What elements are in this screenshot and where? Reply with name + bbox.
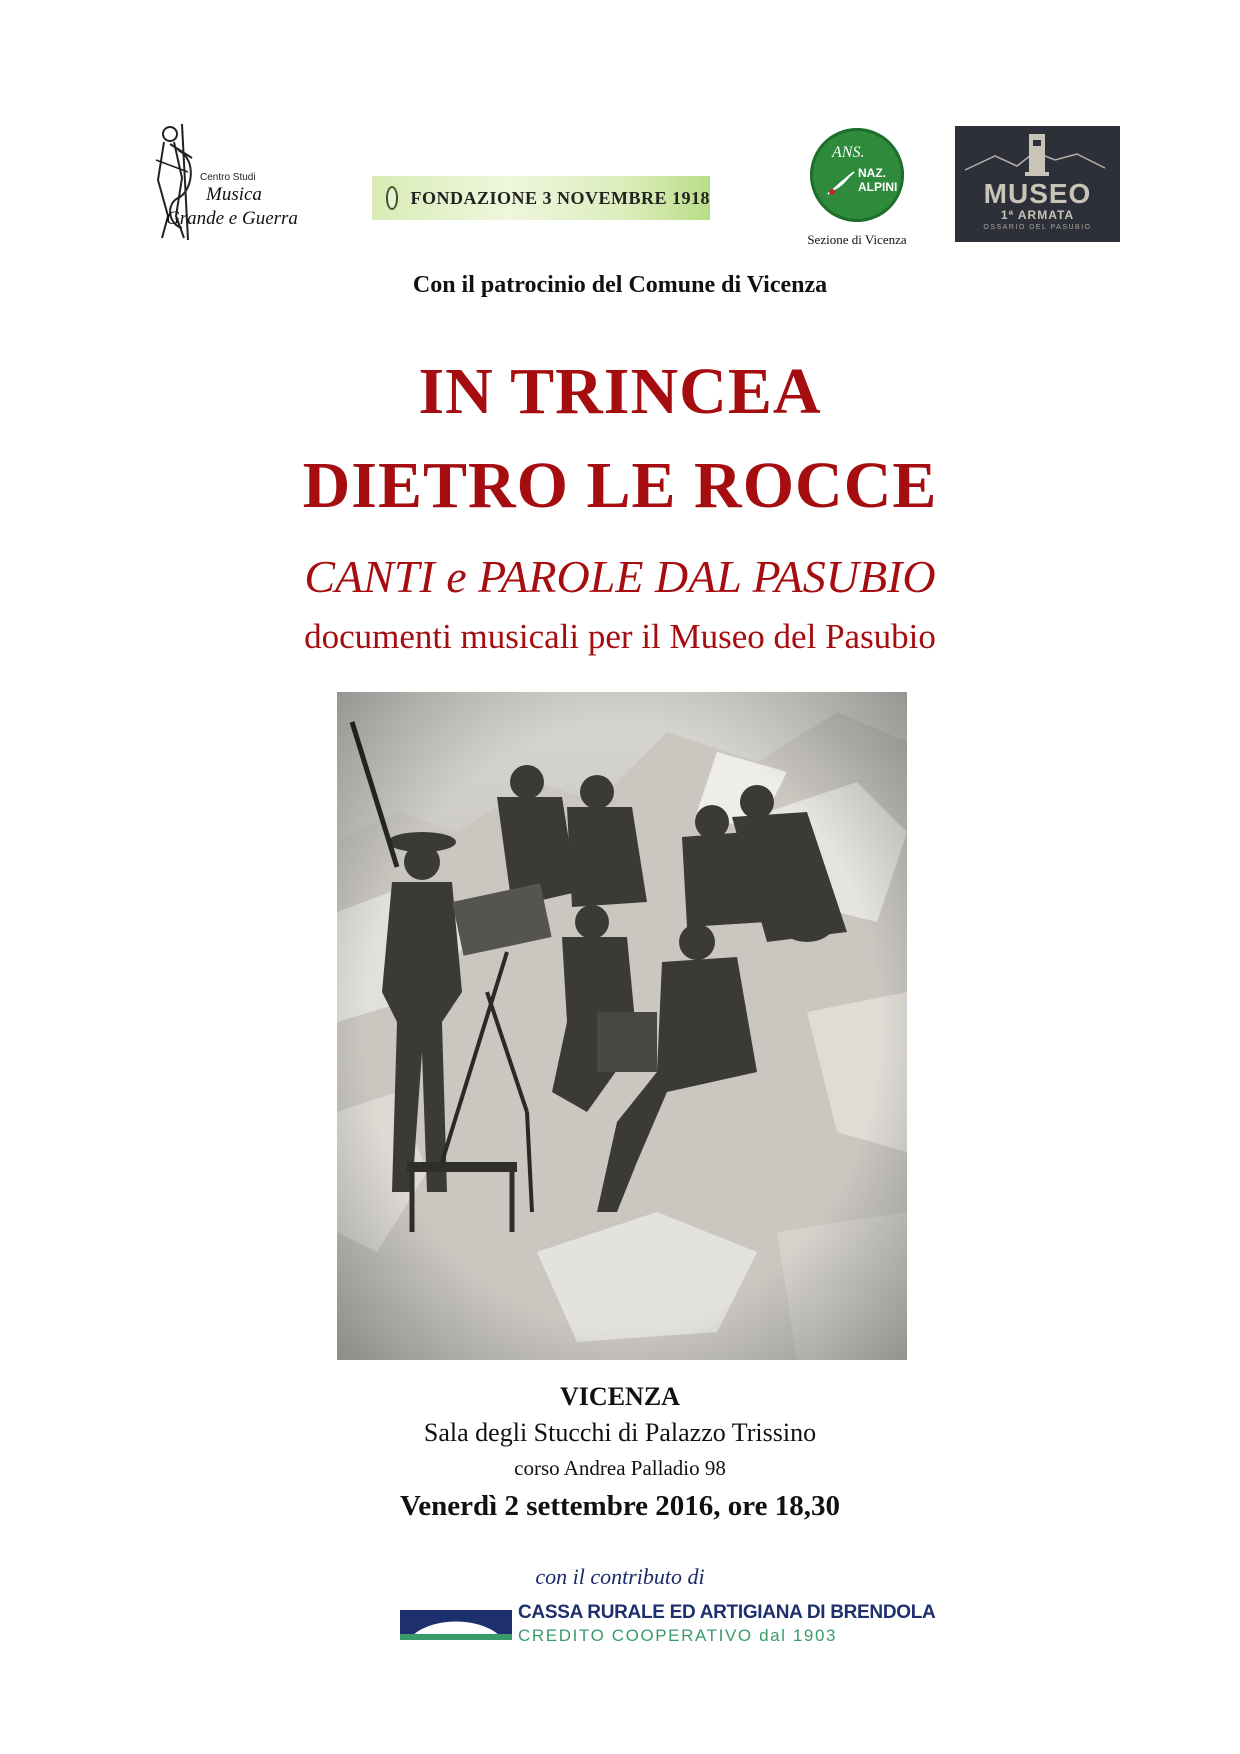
- museo-prima-armata-logo: [955, 126, 1120, 242]
- centro-studi-label: Centro Studi: [200, 172, 256, 183]
- ana-vicenza-logo: [786, 126, 926, 266]
- fondazione-label: FONDAZIONE 3 NOVEMBRE 1918: [410, 187, 710, 208]
- museo-label: MUSEO: [983, 178, 1092, 209]
- title-line-2: DIETRO LE ROCCE: [302, 449, 938, 522]
- ana-badge: [810, 128, 904, 222]
- sponsor-name: CASSA RURALE ED ARTIGIANA DI BRENDOLA: [518, 1602, 936, 1623]
- republic-seal-icon: [386, 186, 398, 210]
- subtitle-secondary: documenti musicali per il Museo del Pasubio: [304, 617, 936, 656]
- event-address: corso Andrea Palladio 98: [514, 1456, 726, 1480]
- ana-initials: ANS.: [832, 144, 865, 161]
- alpine-feather-icon: [826, 170, 856, 196]
- armata-label: 1ª ARMATA: [1000, 208, 1075, 222]
- subtitle: CANTI e PAROLE DAL PASUBIO: [304, 551, 936, 602]
- event-city: VICENZA: [560, 1382, 680, 1411]
- sezione-vicenza-label: Sezione di Vicenza: [807, 232, 907, 247]
- bridge-arch-icon: [400, 1604, 512, 1640]
- patrocinio-line: Con il patrocinio del Comune di Vicenza: [412, 272, 828, 298]
- historical-photo-soldiers-band: [337, 692, 907, 1360]
- event-venue: Sala degli Stucchi di Palazzo Trissino: [423, 1418, 817, 1447]
- contributo-label: con il contributo di: [535, 1564, 705, 1589]
- fondazione-3-novembre-logo: [372, 176, 710, 220]
- grande-guerra-label: Grande e Guerra: [166, 208, 298, 229]
- sponsor-subtitle: CREDITO COOPERATIVO dal 1903: [518, 1626, 838, 1645]
- centro-studi-musica-grande-guerra-logo: [148, 120, 298, 250]
- sponsor-logo: [400, 1602, 936, 1656]
- ana-naz-alpini: NAZ. ALPINI: [858, 166, 898, 194]
- title-line-1: IN TRINCEA: [418, 355, 822, 428]
- event-date: Venerdì 2 settembre 2016, ore 18,30: [399, 1490, 841, 1522]
- musica-label: Musica: [206, 184, 262, 205]
- logo-row: [0, 110, 1240, 260]
- ossario-label: OSSARIO DEL PASUBIO: [983, 224, 1092, 231]
